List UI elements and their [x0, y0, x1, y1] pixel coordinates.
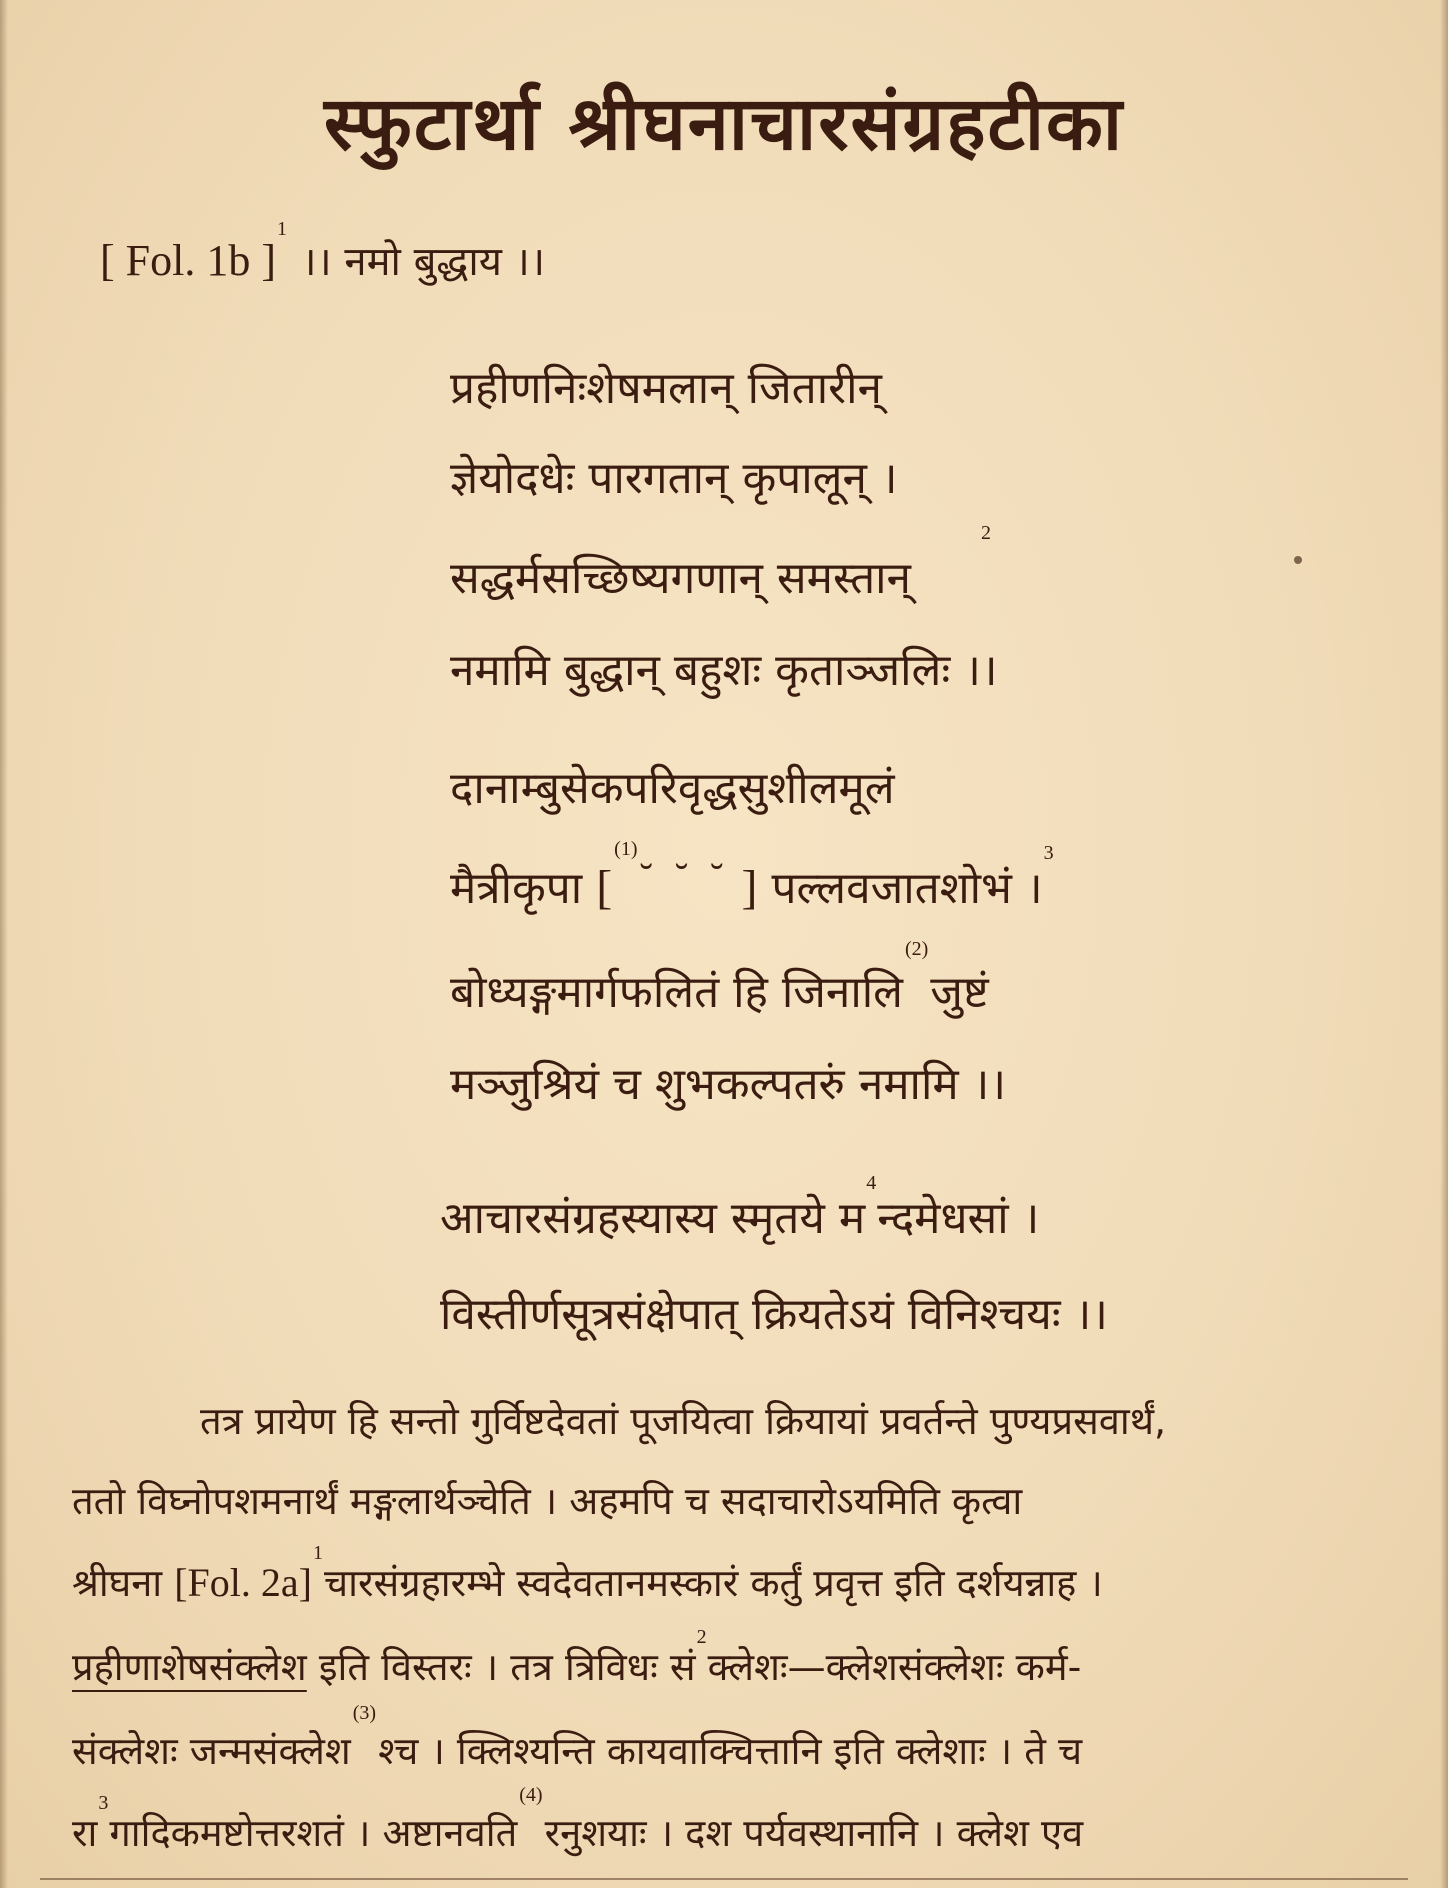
- footnote-marker: 1: [313, 1542, 323, 1564]
- verse2-line2-start: मैत्रीकृपा: [450, 863, 583, 914]
- prose-line6: [72, 1784, 1382, 1858]
- verse2-line4: मञ्जुश्रियं च शुभकल्पतरुं नमामि ।।: [450, 1059, 1007, 1110]
- verse2-line3-start: बोध्यङ्गमार्गफलितं हि जिनालि: [450, 967, 903, 1018]
- verse2-line3: [450, 938, 989, 1020]
- footnote-marker: 1: [277, 218, 287, 240]
- invocation-text: ।। नमो बुद्धाय ।।: [301, 239, 545, 285]
- verse2-line3-end: जुष्टं: [930, 967, 989, 1018]
- verse1-line1: प्रहीणनिःशेषमलान् जितारीन्: [450, 363, 882, 414]
- footnote-marker: (4): [519, 1784, 543, 1806]
- underlined-lemma: प्रहीणाशेषसंक्लेश: [72, 1645, 307, 1689]
- page-edge-left: [0, 0, 8, 1888]
- footnote-marker: 2: [981, 522, 991, 544]
- prose-line3-end: चारसंग्रहारम्भे स्वदेवतानमस्कारं कर्तुं प्रवृत्त इति दर्शयन्नाह ।: [324, 1561, 1103, 1605]
- prose-line4: [72, 1626, 1382, 1692]
- prose-line5-end: श्च । क्लिश्यन्ति कायवाक्चित्तानि इति क्लेशाः । ते च: [378, 1729, 1083, 1773]
- verse3-line1-start: आचारसंग्रहस्यास्य स्मृतये म: [440, 1193, 866, 1244]
- prose-line6-end: रनुशयाः । दश पर्यवस्थानानि । क्लेश एव: [544, 1811, 1084, 1855]
- ink-speck: [1294, 556, 1302, 564]
- prose-line4-middle: इति विस्तरः । तत्र त्रिविधः सं: [306, 1645, 696, 1689]
- prose-line4-end: क्लेशः—क्लेशसंक्लेशः कर्म-: [707, 1645, 1082, 1689]
- verse2-line2-end: पल्लवजातशोभं ।: [771, 863, 1043, 914]
- folio-header: [100, 218, 545, 287]
- prose-line5: [72, 1702, 1382, 1776]
- prose-line2: ततो विघ्नोपशमनार्थं मङ्गलार्थञ्चेति । अहमपि च सदाचारोऽयमिति कृत्वा: [72, 1479, 1023, 1523]
- page-title: स्फुटार्था श्रीघनाचारसंग्रहटीका: [324, 81, 1124, 167]
- footnote-marker: (3): [352, 1702, 377, 1724]
- page-bottom-edge: [40, 1878, 1408, 1880]
- folio-reference: [ Fol. 1b ]: [100, 236, 276, 285]
- verse3-line2: विस्तीर्णसूत्रसंक्षेपात् क्रियतेऽयं विनिश्चयः ।।: [440, 1289, 1108, 1340]
- footnote-marker: 3: [1043, 842, 1054, 864]
- verse2-line1: दानाम्बुसेकपरिवृद्धसुशीलमूलं: [450, 763, 895, 814]
- verse3-line1: [440, 1172, 1040, 1246]
- lacuna-marks: ˘ ˘ ˘: [639, 855, 730, 900]
- prose-line3: [72, 1542, 1382, 1608]
- verse1-line4: नमामि बुद्धान् बहुशः कृताञ्जलिः ।।: [450, 645, 998, 696]
- folio-reference: [Fol. 2a]: [174, 1560, 312, 1605]
- prose-line5-start: संक्लेशः जन्मसंक्लेश: [72, 1729, 351, 1773]
- prose-line3-start: श्रीघना: [72, 1561, 163, 1605]
- footnote-marker: (2): [904, 938, 929, 960]
- verse1-line2: ज्ञेयोदधेः पारगतान् कृपालून् ।: [450, 453, 898, 504]
- footnote-marker: 3: [98, 1792, 109, 1814]
- footnote-marker: (1): [614, 838, 638, 860]
- verse1-line3: [450, 522, 991, 606]
- verse2-line2: [450, 838, 1055, 916]
- footnote-marker: 2: [696, 1626, 707, 1648]
- page-edge-right: [1440, 0, 1448, 1888]
- prose-line6-middle: गादिकमष्टोत्तरशतं । अष्टानवति: [109, 1811, 518, 1855]
- footnote-marker: 4: [866, 1172, 877, 1194]
- verse3-line1-end: न्दमेधसां ।: [877, 1193, 1040, 1244]
- prose-line6-start: रा: [72, 1811, 98, 1855]
- verse1-line3-text: सद्धर्मसच्छिष्यगणान् समस्तान्: [450, 553, 911, 604]
- prose-line1: तत्र प्रायेण हि सन्तो गुर्विष्टदेवतां पूजयित्वा क्रियायां प्रवर्तन्ते पुण्यप्रसवार्थं,: [200, 1399, 1167, 1443]
- lacuna-bracket: [$^{(1)˘ ˘ ˘}$ ]: [596, 838, 758, 914]
